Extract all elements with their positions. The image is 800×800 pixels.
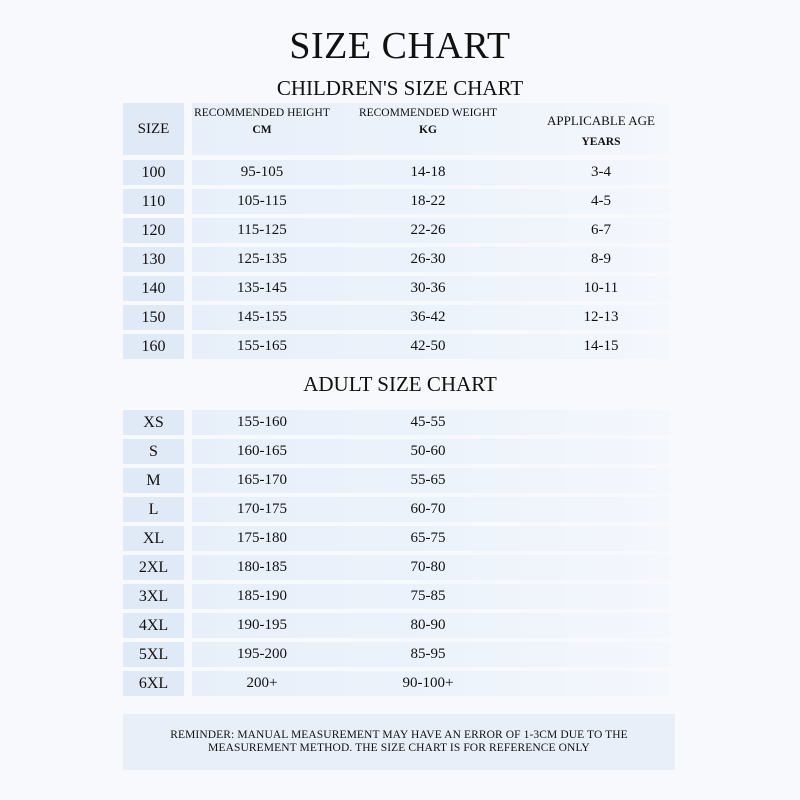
table-row <box>123 584 670 609</box>
table-row <box>123 247 670 272</box>
cell-weight: 22-26 <box>410 222 446 238</box>
table-row <box>123 468 670 493</box>
cell-age: 10-11 <box>583 280 619 296</box>
header-age-unit: YEARS <box>581 136 621 148</box>
adult-section-title: ADULT SIZE CHART <box>303 372 497 396</box>
cell-size: 100 <box>141 164 166 181</box>
cell-size: XL <box>142 530 165 547</box>
table-row <box>123 671 670 696</box>
table-row <box>123 642 670 667</box>
header-size: SIZE <box>137 121 170 137</box>
cell-size: 160 <box>141 338 166 355</box>
header-height <box>192 108 332 136</box>
cell-weight: 36-42 <box>410 309 446 325</box>
cell-height: 95-105 <box>240 164 284 180</box>
cell-weight: 70-80 <box>410 559 446 575</box>
table-row <box>123 613 670 638</box>
cell-height: 125-135 <box>237 251 287 267</box>
cell-weight: 65-75 <box>410 530 446 546</box>
cell-height: 135-145 <box>237 280 287 296</box>
cell-height: 175-180 <box>237 530 287 546</box>
table-row <box>123 526 670 551</box>
cell-weight: 45-55 <box>410 414 446 430</box>
cell-weight: 14-18 <box>410 164 446 180</box>
page-title: SIZE CHART <box>289 25 511 67</box>
cell-height: 165-170 <box>237 472 287 488</box>
cell-size: 4XL <box>138 617 169 634</box>
table-row <box>123 410 670 435</box>
cell-age: 3-4 <box>591 164 611 180</box>
table-row <box>123 276 670 301</box>
cell-size: 3XL <box>138 588 169 605</box>
cell-weight: 85-95 <box>410 646 446 662</box>
cell-weight: 42-50 <box>410 338 446 354</box>
reminder-note <box>123 714 675 770</box>
cell-height: 115-125 <box>237 222 287 238</box>
cell-size: 130 <box>141 251 166 268</box>
cell-size: 110 <box>141 193 166 210</box>
cell-height: 105-115 <box>237 193 287 209</box>
table-row <box>123 497 670 522</box>
table-row <box>123 218 670 243</box>
table-row <box>123 305 670 330</box>
cell-size: 120 <box>141 222 166 239</box>
cell-height: 160-165 <box>237 443 287 459</box>
cell-size: S <box>149 443 158 460</box>
cell-size: 5XL <box>138 646 169 663</box>
cell-age: 12-13 <box>583 309 619 325</box>
cell-weight: 18-22 <box>410 193 446 209</box>
header-weight <box>358 108 498 136</box>
cell-height: 155-165 <box>237 338 287 354</box>
table-row <box>123 160 670 185</box>
cell-age: 6-7 <box>591 222 611 238</box>
cell-age: 8-9 <box>591 251 611 267</box>
header-height-label: RECOMMENDED HEIGHT <box>194 107 330 119</box>
cell-height: 195-200 <box>237 646 287 662</box>
cell-height: 185-190 <box>237 588 287 604</box>
cell-height: 170-175 <box>237 501 287 517</box>
header-height-unit: CM <box>252 124 272 136</box>
cell-size: 150 <box>141 309 166 326</box>
table-row <box>123 334 670 359</box>
cell-size: 6XL <box>138 675 169 692</box>
reminder-line-1: REMINDER: MANUAL MEASUREMENT MAY HAVE AN ERROR OF 1-3CM DUE TO THE <box>170 729 628 741</box>
children-size-table <box>123 160 670 363</box>
header-age <box>531 115 671 148</box>
cell-height: 200+ <box>246 675 278 691</box>
cell-age: 14-15 <box>583 338 619 354</box>
cell-size: M <box>146 472 161 489</box>
children-table-header <box>123 103 670 155</box>
table-row <box>123 189 670 214</box>
cell-size: XS <box>143 414 164 431</box>
reminder-line-2: MEASUREMENT METHOD. THE SIZE CHART IS FOR REFERENCE ONLY <box>208 742 590 754</box>
cell-weight: 90-100+ <box>402 675 454 691</box>
header-weight-label: RECOMMENDED WEIGHT <box>358 107 498 119</box>
cell-weight: 80-90 <box>410 617 446 633</box>
cell-weight: 55-65 <box>410 472 446 488</box>
cell-weight: 26-30 <box>410 251 446 267</box>
cell-height: 155-160 <box>237 414 287 430</box>
cell-weight: 60-70 <box>410 501 446 517</box>
header-weight-unit: KG <box>419 124 437 136</box>
header-age-label: APPLICABLE AGE <box>547 113 655 128</box>
table-row <box>123 555 670 580</box>
adult-size-table <box>123 410 670 700</box>
table-row <box>123 439 670 464</box>
children-section-title: CHILDREN'S SIZE CHART <box>276 76 524 100</box>
cell-size: 2XL <box>138 559 169 576</box>
cell-weight: 30-36 <box>410 280 446 296</box>
cell-age: 4-5 <box>591 193 611 209</box>
cell-size: L <box>148 501 159 518</box>
cell-weight: 50-60 <box>410 443 446 459</box>
cell-height: 190-195 <box>237 617 287 633</box>
cell-height: 145-155 <box>237 309 287 325</box>
cell-weight: 75-85 <box>410 588 446 604</box>
cell-size: 140 <box>141 280 166 297</box>
cell-height: 180-185 <box>237 559 287 575</box>
